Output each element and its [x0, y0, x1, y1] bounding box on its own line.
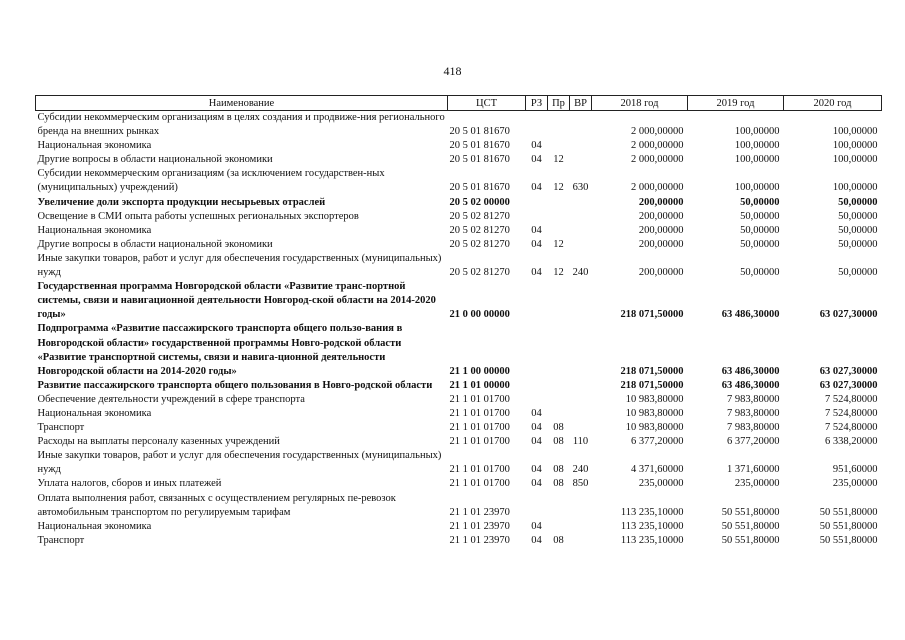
cell-2018: 113 235,10000 — [620, 534, 684, 546]
cell-cst: 21 1 01 01700 — [449, 464, 510, 476]
table-row — [36, 435, 882, 449]
cell-pr: 12 — [553, 182, 564, 194]
cell-2019: 63 486,30000 — [721, 379, 780, 391]
cell-2019: 100,00000 — [734, 154, 780, 166]
cell-vr — [570, 407, 592, 421]
cell-name: Освещение в СМИ опыта работы успешных региональных экспортеров — [37, 210, 359, 222]
cell-name: Развитие пассажирского транспорта общего пользования в Новго-родской области — [37, 379, 433, 391]
cell-cst: 21 1 01 01700 — [449, 478, 510, 490]
cell-vr: 630 — [572, 182, 589, 194]
cell-name: Уплата налогов, сборов и иных платежей — [37, 478, 222, 490]
cell-pr — [548, 393, 570, 407]
cell-pr: 08 — [553, 436, 564, 448]
cell-vr — [570, 492, 592, 520]
cell-2020: 7 524,80000 — [825, 407, 878, 419]
cell-2020: 6 338,20000 — [825, 436, 878, 448]
cell-rz: 04 — [531, 140, 542, 152]
cell-2020: 100,00000 — [832, 182, 878, 194]
cell-2020: 50,00000 — [838, 196, 878, 208]
cell-name: Иные закупки товаров, работ и услуг для обеспечения государственных (муниципальных) нужд — [37, 252, 442, 279]
cell-pr — [548, 210, 570, 224]
cell-cst: 21 1 01 23970 — [449, 520, 510, 532]
table-row — [36, 153, 882, 167]
cell-vr: 240 — [572, 464, 589, 476]
table-row — [36, 280, 882, 322]
header-2019: 2019 год — [688, 96, 784, 111]
cell-2020: 50 551,80000 — [819, 520, 878, 532]
cell-2018: 218 071,50000 — [620, 365, 684, 377]
cell-2020: 100,00000 — [832, 140, 878, 152]
cell-name: Национальная экономика — [37, 224, 152, 236]
cell-pr — [548, 322, 570, 378]
cell-cst: 21 0 00 00000 — [449, 309, 510, 321]
cell-rz: 04 — [531, 436, 542, 448]
table-row — [36, 167, 882, 195]
cell-2019: 7 983,80000 — [727, 422, 780, 434]
cell-2018: 113 235,10000 — [620, 506, 684, 518]
cell-cst: 21 1 01 00000 — [449, 379, 510, 391]
cell-2020: 7 524,80000 — [825, 422, 878, 434]
cell-name: Оплата выполнения работ, связанных с осуществлением регулярных пе-ревозок автомобильным транспортом по регулируемым тарифам — [37, 492, 396, 518]
cell-pr — [548, 224, 570, 238]
cell-2019: 50 551,80000 — [721, 506, 780, 518]
cell-cst: 20 5 02 81270 — [449, 210, 510, 222]
cell-name: Транспорт — [37, 534, 85, 546]
cell-rz — [526, 210, 548, 224]
cell-vr: 850 — [572, 478, 589, 490]
cell-pr: 08 — [553, 422, 564, 434]
cell-cst: 21 1 00 00000 — [449, 365, 510, 377]
cell-vr — [570, 196, 592, 210]
cell-pr — [548, 111, 570, 140]
table-row — [36, 224, 882, 238]
cell-rz: 04 — [531, 224, 542, 236]
cell-cst: 20 5 01 81670 — [449, 126, 510, 138]
cell-2019: 50 551,80000 — [721, 520, 780, 532]
table-row — [36, 252, 882, 280]
cell-pr — [548, 196, 570, 210]
table-row — [36, 322, 882, 378]
cell-cst: 21 1 01 01700 — [449, 407, 510, 419]
cell-2020: 50,00000 — [838, 210, 878, 222]
cell-name: Другие вопросы в области национальной экономики — [37, 238, 273, 250]
cell-rz: 04 — [531, 478, 542, 490]
cell-cst: 20 5 01 81670 — [449, 140, 510, 152]
cell-2019: 7 983,80000 — [727, 393, 780, 405]
cell-2018: 200,00000 — [638, 196, 684, 208]
cell-rz: 04 — [531, 267, 542, 279]
cell-vr — [570, 379, 592, 393]
cell-vr — [570, 322, 592, 378]
cell-pr — [548, 139, 570, 153]
cell-2019: 50,00000 — [740, 196, 780, 208]
cell-2018: 218 071,50000 — [620, 309, 684, 321]
cell-cst: 20 5 01 81670 — [449, 182, 510, 194]
cell-2019: 50,00000 — [740, 238, 780, 250]
cell-2018: 235,00000 — [638, 478, 684, 490]
cell-cst: 20 5 02 81270 — [449, 267, 510, 279]
cell-2020: 100,00000 — [832, 154, 878, 166]
cell-cst: 21 1 01 01700 — [449, 393, 510, 405]
cell-vr: 240 — [572, 267, 589, 279]
cell-2018: 200,00000 — [638, 238, 684, 250]
cell-2019: 1 371,60000 — [727, 464, 780, 476]
cell-2020: 50 551,80000 — [819, 534, 878, 546]
cell-2018: 4 371,60000 — [631, 464, 684, 476]
header-pr: Пр — [548, 96, 570, 111]
cell-2019: 6 377,20000 — [727, 436, 780, 448]
cell-name: Государственная программа Новгородской области «Развитие транс-портной системы, связи и навигационной деятельности Новгород-ской области на 2014-2020 годы» — [37, 281, 436, 321]
table-row — [36, 421, 882, 435]
cell-rz — [526, 196, 548, 210]
header-2018: 2018 год — [592, 96, 688, 111]
cell-2019: 100,00000 — [734, 140, 780, 152]
cell-name: Подпрограмма «Развитие пассажирского транспорта общего пользо-вания в Новгородской области» государственной программы Новго-родской области «Развитие транспортной системы, связи и навига-ционной деятельности Новгородской области на 2014-2020 годы» — [37, 323, 403, 377]
cell-2019: 7 983,80000 — [727, 407, 780, 419]
cell-cst: 21 1 01 01700 — [449, 422, 510, 434]
cell-2020: 7 524,80000 — [825, 393, 878, 405]
cell-vr — [570, 153, 592, 167]
table-header-row — [36, 96, 882, 111]
cell-name: Национальная экономика — [37, 520, 152, 532]
cell-vr — [570, 393, 592, 407]
cell-rz: 04 — [531, 238, 542, 250]
cell-2018: 218 071,50000 — [620, 379, 684, 391]
cell-2020: 50 551,80000 — [819, 506, 878, 518]
cell-2018: 2 000,00000 — [631, 140, 684, 152]
cell-cst: 20 5 02 81270 — [449, 224, 510, 236]
cell-2019: 63 486,30000 — [721, 309, 780, 321]
cell-rz: 04 — [531, 520, 542, 532]
table-row — [36, 393, 882, 407]
cell-pr — [548, 492, 570, 520]
cell-2018: 200,00000 — [638, 224, 684, 236]
header-vr: ВР — [570, 96, 592, 111]
cell-2019: 235,00000 — [734, 478, 780, 490]
cell-2019: 50,00000 — [740, 224, 780, 236]
cell-pr: 08 — [553, 534, 564, 546]
cell-vr — [570, 280, 592, 322]
cell-rz: 04 — [531, 464, 542, 476]
cell-2018: 10 983,80000 — [625, 393, 684, 405]
cell-name: Транспорт — [37, 422, 85, 434]
table-row — [36, 139, 882, 153]
cell-cst: 20 5 02 81270 — [449, 238, 510, 250]
cell-cst: 21 1 01 23970 — [449, 534, 510, 546]
cell-2018: 6 377,20000 — [631, 436, 684, 448]
cell-rz: 04 — [531, 182, 542, 194]
cell-pr: 12 — [553, 154, 564, 166]
cell-2020: 50,00000 — [838, 224, 878, 236]
header-name: Наименование — [36, 96, 448, 111]
cell-2019: 100,00000 — [734, 182, 780, 194]
cell-rz: 04 — [531, 154, 542, 166]
cell-2019: 50,00000 — [740, 210, 780, 222]
cell-name: Обеспечение деятельности учреждений в сфере транспорта — [37, 393, 305, 405]
cell-cst: 20 5 01 81670 — [449, 154, 510, 166]
cell-2020: 63 027,30000 — [819, 365, 878, 377]
cell-2019: 50 551,80000 — [721, 534, 780, 546]
table-row — [36, 111, 882, 140]
cell-vr — [570, 520, 592, 534]
cell-2020: 951,60000 — [832, 464, 878, 476]
cell-pr — [548, 379, 570, 393]
cell-pr: 08 — [553, 478, 564, 490]
header-cst: ЦСТ — [448, 96, 526, 111]
cell-2018: 10 983,80000 — [625, 422, 684, 434]
cell-rz — [526, 280, 548, 322]
budget-table — [35, 95, 882, 548]
cell-name: Иные закупки товаров, работ и услуг для обеспечения государственных (муниципальных) нужд — [37, 450, 442, 476]
cell-cst: 21 1 01 23970 — [449, 506, 510, 518]
cell-2018: 2 000,00000 — [631, 182, 684, 194]
cell-name: Субсидии некоммерческим организациям в целях создания и продвиже-ния регионального бренда на внешних рынках — [37, 112, 445, 138]
table-row — [36, 210, 882, 224]
table-row — [36, 407, 882, 421]
cell-2020: 50,00000 — [838, 267, 878, 279]
table-row — [36, 449, 882, 477]
cell-2020: 235,00000 — [832, 478, 878, 490]
table-row — [36, 520, 882, 534]
cell-pr: 12 — [553, 267, 564, 279]
table-row — [36, 534, 882, 548]
cell-2018: 10 983,80000 — [625, 407, 684, 419]
cell-vr — [570, 111, 592, 140]
cell-pr — [548, 407, 570, 421]
cell-vr — [570, 224, 592, 238]
header-2020: 2020 год — [784, 96, 882, 111]
cell-rz — [526, 393, 548, 407]
cell-name: Национальная экономика — [37, 140, 152, 152]
table-row — [36, 477, 882, 491]
cell-vr — [570, 139, 592, 153]
cell-pr: 08 — [553, 464, 564, 476]
cell-name: Увеличение доли экспорта продукции несырьевых отраслей — [37, 196, 326, 208]
cell-cst: 21 1 01 01700 — [449, 436, 510, 448]
table-body — [36, 111, 882, 548]
table-row — [36, 492, 882, 520]
cell-cst: 20 5 02 00000 — [449, 196, 510, 208]
cell-rz — [526, 492, 548, 520]
cell-2018: 200,00000 — [638, 267, 684, 279]
cell-name: Другие вопросы в области национальной экономики — [37, 154, 273, 166]
cell-name: Национальная экономика — [37, 407, 152, 419]
page-number: 418 — [443, 64, 462, 78]
cell-pr — [548, 280, 570, 322]
cell-name: Расходы на выплаты персоналу казенных учреждений — [37, 436, 280, 448]
cell-2018: 113 235,10000 — [620, 520, 684, 532]
cell-2020: 50,00000 — [838, 238, 878, 250]
cell-2019: 63 486,30000 — [721, 365, 780, 377]
cell-rz — [526, 379, 548, 393]
cell-pr: 12 — [553, 238, 564, 250]
table-row — [36, 379, 882, 393]
cell-2019: 100,00000 — [734, 126, 780, 138]
cell-pr — [548, 520, 570, 534]
cell-2018: 2 000,00000 — [631, 154, 684, 166]
cell-rz — [526, 111, 548, 140]
table-row — [36, 196, 882, 210]
cell-2020: 63 027,30000 — [819, 379, 878, 391]
cell-vr — [570, 421, 592, 435]
cell-vr: 110 — [572, 436, 589, 448]
cell-name: Субсидии некоммерческим организациям (за исключением государствен-ных (муниципальных) учреждений) — [37, 168, 385, 194]
cell-2020: 100,00000 — [832, 126, 878, 138]
cell-2018: 200,00000 — [638, 210, 684, 222]
cell-2018: 2 000,00000 — [631, 126, 684, 138]
cell-2020: 63 027,30000 — [819, 309, 878, 321]
cell-vr — [570, 210, 592, 224]
cell-vr — [570, 534, 592, 548]
cell-2019: 50,00000 — [740, 267, 780, 279]
table-row — [36, 238, 882, 252]
header-rz: РЗ — [526, 96, 548, 111]
cell-rz: 04 — [531, 407, 542, 419]
cell-rz: 04 — [531, 422, 542, 434]
cell-vr — [570, 238, 592, 252]
cell-rz — [526, 322, 548, 378]
cell-rz: 04 — [531, 534, 542, 546]
